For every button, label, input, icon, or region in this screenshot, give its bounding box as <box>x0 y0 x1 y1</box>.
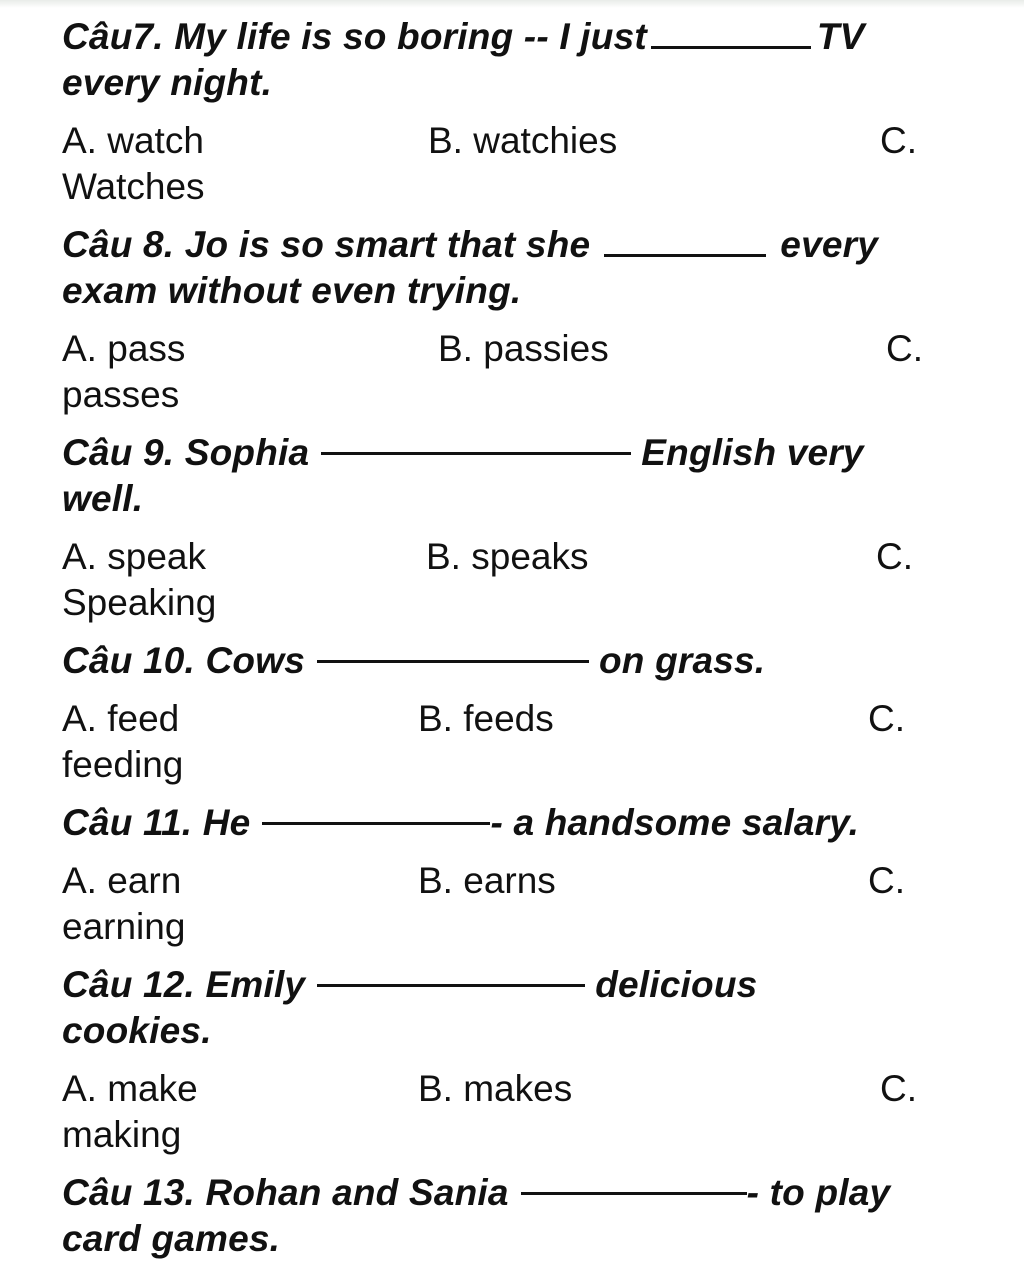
top-edge-shade <box>0 0 1024 8</box>
answer-options <box>62 696 1024 788</box>
question-8 <box>62 222 1024 418</box>
option-a[interactable]: A. pass <box>62 328 186 369</box>
answer-blank[interactable] <box>521 1192 747 1195</box>
option-a[interactable]: A. speak <box>62 536 206 577</box>
option-b[interactable]: B. speaks <box>426 536 589 577</box>
question-prefix: Câu7. My life is so boring -- I just <box>62 16 647 57</box>
option-c[interactable]: C. <box>868 698 905 739</box>
question-text <box>62 800 1024 846</box>
option-b[interactable]: B. earns <box>418 860 556 901</box>
option-c-word[interactable]: earning <box>62 906 186 947</box>
question-prefix: Câu 13. Rohan and Sania <box>62 1172 509 1213</box>
answer-blank[interactable] <box>604 224 766 257</box>
question-suffix: - a handsome salary. <box>490 802 860 843</box>
worksheet <box>62 14 1024 1262</box>
question-12 <box>62 962 1024 1158</box>
answer-blank[interactable] <box>317 660 589 663</box>
option-c-word[interactable]: feeding <box>62 744 184 785</box>
answer-blank[interactable] <box>262 822 490 825</box>
question-suffix: TV <box>816 16 865 57</box>
question-suffix: on grass. <box>598 640 766 681</box>
option-b[interactable]: B. watchies <box>428 120 618 161</box>
question-text <box>62 430 1024 476</box>
question-7 <box>62 14 1024 210</box>
question-continuation: cookies. <box>62 1010 212 1051</box>
question-prefix: Câu 9. Sophia <box>62 432 310 473</box>
question-continuation: exam without even trying. <box>62 270 522 311</box>
answer-blank[interactable] <box>317 984 585 987</box>
question-13 <box>62 1170 1024 1262</box>
answer-options <box>62 1066 1024 1158</box>
question-text <box>62 638 1024 684</box>
question-prefix: Câu 10. Cows <box>62 640 305 681</box>
question-continuation: every night. <box>62 62 273 103</box>
answer-options <box>62 534 1024 626</box>
option-c-word[interactable]: passes <box>62 374 180 415</box>
question-prefix: Câu 8. Jo is so smart that she <box>62 224 591 265</box>
option-c[interactable]: C. <box>868 860 905 901</box>
answer-options <box>62 118 1024 210</box>
question-text <box>62 222 1024 268</box>
question-text <box>62 962 1024 1008</box>
option-c[interactable]: C. <box>876 536 913 577</box>
option-c[interactable]: C. <box>880 1068 917 1109</box>
question-suffix: every <box>780 224 879 265</box>
question-prefix: Câu 12. Emily <box>62 964 306 1005</box>
option-a[interactable]: A. earn <box>62 860 182 901</box>
answer-options <box>62 858 1024 950</box>
question-continuation: card games. <box>62 1218 281 1259</box>
option-b[interactable]: B. feeds <box>418 698 554 739</box>
question-prefix: Câu 11. He <box>62 802 251 843</box>
question-10 <box>62 638 1024 788</box>
answer-blank[interactable] <box>321 452 631 455</box>
question-suffix: English very <box>641 432 864 473</box>
question-suffix: - to play <box>746 1172 891 1213</box>
option-c-word[interactable]: making <box>62 1114 182 1155</box>
option-a[interactable]: A. make <box>62 1068 198 1109</box>
question-suffix: delicious <box>595 964 758 1005</box>
option-b[interactable]: B. passies <box>438 328 609 369</box>
question-9 <box>62 430 1024 626</box>
question-text <box>62 1170 1024 1216</box>
option-c[interactable]: C. <box>880 120 917 161</box>
option-a[interactable]: A. watch <box>62 120 204 161</box>
answer-blank[interactable] <box>651 16 811 49</box>
option-b[interactable]: B. makes <box>418 1068 573 1109</box>
option-c-word[interactable]: Watches <box>62 166 205 207</box>
question-text <box>62 14 1024 60</box>
option-c[interactable]: C. <box>886 328 923 369</box>
question-11 <box>62 800 1024 950</box>
option-c-word[interactable]: Speaking <box>62 582 217 623</box>
question-continuation: well. <box>62 478 144 519</box>
option-a[interactable]: A. feed <box>62 698 180 739</box>
answer-options <box>62 326 1024 418</box>
